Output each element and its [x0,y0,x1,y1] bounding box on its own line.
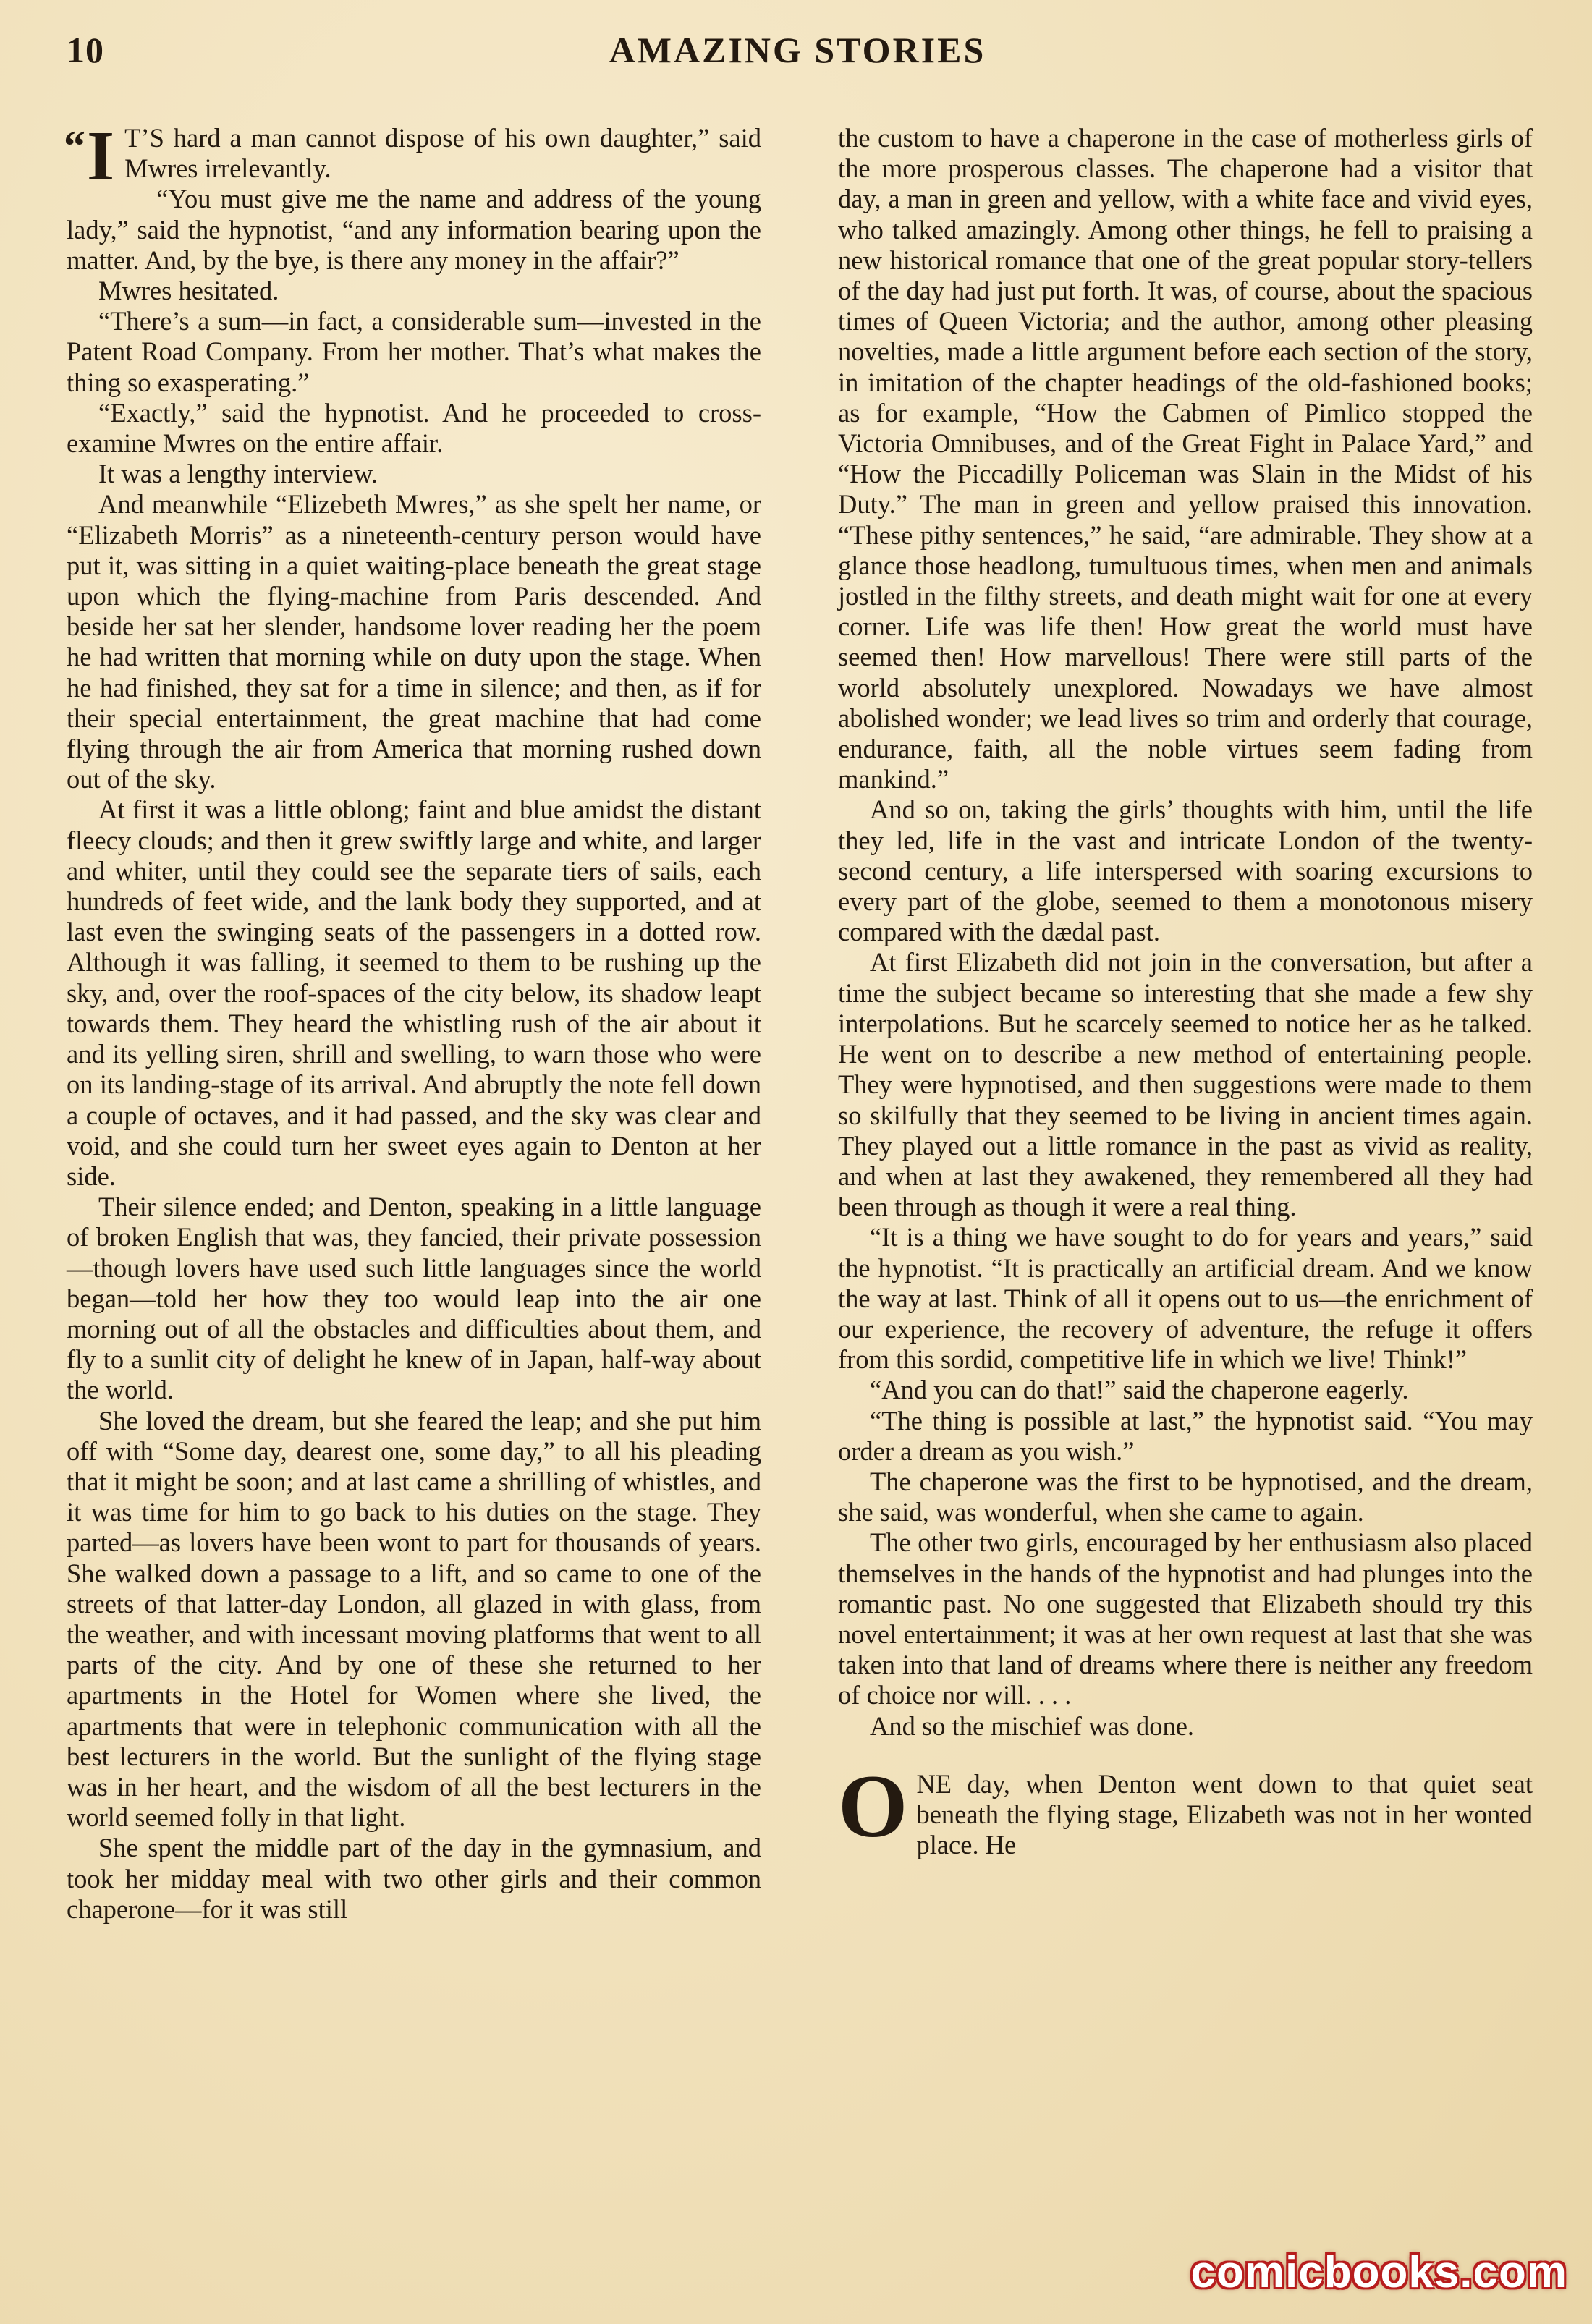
paragraph: “Exactly,” said the hypnotist. And he proceeded to cross-examine Mwres on the entire affair. [67,397,761,459]
paragraph-text: NE day, when Denton went down to that quiet seat beneath the flying stage, Elizabeth was not in her wonted place. He [916,1768,1533,1860]
page-number: 10 [67,30,104,70]
paragraph: The other two girls, encouraged by her enthusiasm also placed themselves in the hands of the hypnotist and had plunges into the romantic past. No one suggested that Elizabeth should try this novel entertainment; it was at her own request at last that she was taken into that land of dreams where there is neither any freedom of choice nor will. . . . [838,1527,1533,1710]
paragraph: The chaperone was the first to be hypnotised, and the dream, she said, was wonderful, when she came to again. [838,1466,1533,1527]
section-opening-paragraph [838,1756,1533,1861]
left-column [64,117,761,2265]
opening-paragraph [64,117,761,195]
page-header [67,29,1528,80]
paragraph: And meanwhile “Elizebeth Mwres,” as she spelt her name, or “Elizabeth Morris” as a nineteenth-century person would have put it, was sitting in a quiet waiting-place beneath the great stage upon which the flying-machine from Paris descended. And beside her sat her slender, handsome lover reading her the poem he had written that morning while on duty upon the stage. When he had finished, they sat for a time in silence; and then, as if for their special entertainment, the great machine that had come flying through the air from America that morning rushed down out of the sky. [67,489,761,794]
paragraph: At first Elizabeth did not join in the conversation, but after a time the subject became so interesting that she made a few shy interpolations. But he scarcely seemed to notice her as he talked. He went on to describe a new method of entertaining people. They were hypnotised, and then suggestions were made to them so skilfully that they seemed to be living in ancient times again. They played out a little romance in the past as vivid as reality, and when at last they awakened, they remembered all they had been through as though it were a real thing. [838,947,1533,1222]
paragraph: Their silence ended; and Denton, speaking in a little language of broken English that was, they fancied, their private possession—though lovers have used such little languages since the world began—told her how they too would leap into the air one morning out of all the obstacles and difficulties about them, and fly to a sunlit city of delight he knew of in Japan, half-way about the world. [67,1192,761,1405]
paragraph: “It is a thing we have sought to do for years and years,” said the hypnotist. “It is practically an artificial dream. And we know the way at last. Think of all it opens out to us—the enrichment of our experience, the recovery of adventure, the refuge it offers from this sordid, competitive life in which we live! Think!” [838,1222,1533,1375]
paragraph: She spent the middle part of the day in the gymnasium, and took her midday meal with two other girls and their common chaperone—for it was still [67,1833,761,1924]
paragraph: At first it was a little oblong; faint and blue amidst the distant fleecy clouds; and then it grew swiftly large and white, and larger and whiter, until they could see the separate tiers of sails, each hundreds of feet wide, and the lank body they supported, and at last even the swinging seats of the passengers in a dotted row. Although it was falling, it seemed to them to be rushing up the sky, and, over the roof-spaces of the city below, its shadow leapt towards them. They heard the whistling rush of the air about it and its yelling siren, shrill and swelling, to warn those who were on its landing-stage of its arrival. And abruptly the note fell down a couple of octaves, and it had passed, and the sky was clear and void, and she could turn her sweet eyes again to Denton at her side. [67,794,761,1191]
magazine-title: AMAZING STORIES [609,30,986,70]
section-break [838,1742,1533,1769]
drop-cap: O [838,1756,908,1856]
paragraph: It was a lengthy interview. [98,459,378,489]
opening-quote-mark: “ [64,122,85,170]
paragraph: “The thing is possible at last,” the hypnotist said. “You may order a dream as you wish.” [838,1405,1533,1466]
paragraph: She loved the dream, but she feared the leap; and she put him off with “Some day, dearest one, some day,” to all his pleading that it might be soon; and at last came a shrilling of whistles, and it was time for him to go back to his duties on the stage. They parted—as lovers have been wont to part for thousands of years. She walked down a passage to a lift, and so came to one of the streets of that latter-day London, all glazed in with glass, from the weather, and with incessant moving platforms that went to all parts of the city. And by one of these she returned to her apartments in the Hotel for Women where she lived, the apartments that were in telephonic communication with all the best lecturers in the world. But the sunlight of the flying stage was in her heart, and the wisdom of all the best lecturers in the world seemed folly in that light. [67,1405,761,1833]
paragraph-text: T’S hard a man cannot dispose of his own daughter,” said Mwres irrelevantly. [124,123,761,184]
paragraph: “And you can do that!” said the chaperone eagerly. [870,1375,1409,1405]
site-watermark: comicbooks.com [1190,2247,1567,2297]
paragraph: Mwres hesitated. [98,276,279,306]
paragraph: And so the mischief was done. [870,1710,1195,1741]
paragraph: “You must give me the name and address of the young lady,” said the hypnotist, “and any information bearing upon the matter. And, by the bye, is there any money in the affair?” [67,184,761,275]
paragraph: “There’s a sum—in fact, a considerable sum—invested in the Patent Road Company. From her mother. That’s what makes the thing so exasperating.” [67,306,761,397]
paragraph: And so on, taking the girls’ thoughts with him, until the life they led, life in the vast and intricate London of the twenty-second century, a life interspersed with soaring excursions to every part of the globe, seemed to them a monotonous misery compared with the dædal past. [838,794,1533,947]
paragraph-continued: the custom to have a chaperone in the case of motherless girls of the more prosperous classes. The chaperone had a visitor that day, a man in green and yellow, with a white face and vivid eyes, who talked amazingly. Among other things, he fell to praising a new historical romance that one of the great popular story-tellers of the day had just put forth. It was, of course, about the spacious times of Queen Victoria; and the author, among other pleasing novelties, made a little argument before each section of the story, in imitation of the chapter headings of the old-fashioned books; as for example, “How the Cabmen of Pimlico stopped the Victoria Omnibuses, and of the Great Fight in Palace Yard,” and “How the Piccadilly Policeman was Slain in the Midst of his Duty.” The man in green and yellow praised this innovation. “These pithy sentences,” he said, “are admirable. They show at a glance those headlong, tumultuous times, when men and animals jostled in the filthy streets, and death might wait for one at every corner. Life was life then! How great the world must have seemed then! How marvellous! There were still parts of the world absolutely unexplored. Nowadays we have almost abolished wonder; we lead lives so trim and orderly that courage, endurance, faith, all the noble virtues seem fading from mankind.” [838,123,1533,794]
right-column [838,123,1533,2265]
drop-cap: I [87,117,115,195]
